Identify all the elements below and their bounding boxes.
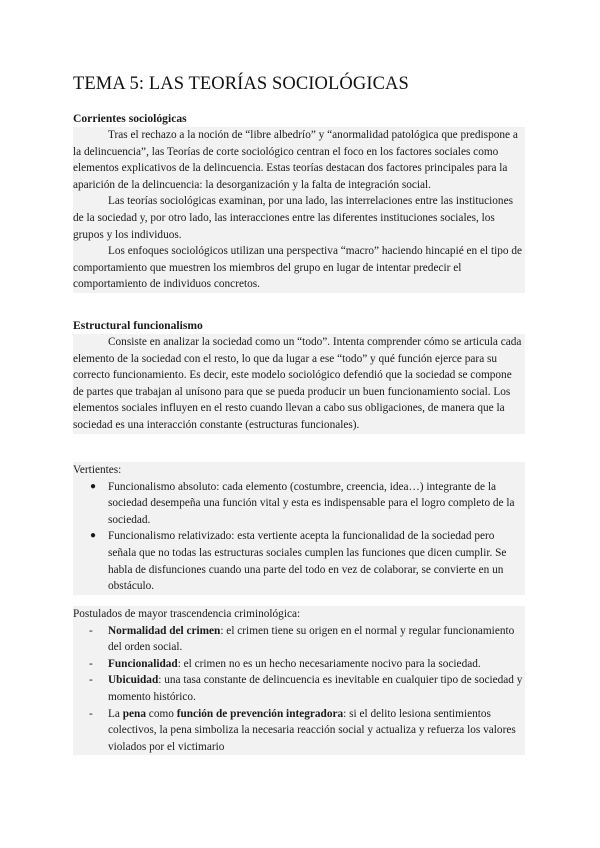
vertientes-label: Vertientes: <box>73 464 122 476</box>
list-item <box>73 672 525 705</box>
section-estructural-funcionalismo <box>73 318 525 434</box>
paragraph: Tras el rechazo a la noción de “libre albedrío” y “anormalidad patológica que predispone a la delincuencia”, las Teorías de corte sociológico centran el foco en los factores sociales como elementos explicativos de la delincuencia. Estas teorías destacan dos factores principales para la aparición de la delincuencia: la desorganización y la falta de integración social. <box>73 129 518 191</box>
section-heading: Estructural funcionalismo <box>73 319 203 332</box>
term: pena <box>122 707 146 720</box>
dash-marker: - <box>89 624 93 637</box>
page-title: TEMA 5: LAS TEORÍAS SOCIOLÓGICAS <box>73 74 409 94</box>
bullet-icon: ● <box>90 530 97 542</box>
term: función de prevención integradora <box>176 707 344 720</box>
dash-marker: - <box>89 674 93 687</box>
term: Ubicuidad <box>108 674 159 687</box>
list-item <box>73 623 525 656</box>
vertientes-block <box>73 462 525 595</box>
paragraph: Consiste en analizar la sociedad como un “todo”. Intenta comprender cómo se articula cada elemento de la sociedad con el resto, lo que da lugar a ese “todo” y qué función ejerce para su correcto funcionamiento. Es decir, este modelo sociológico defendió que la sociedad se compone de partes que trabajan al unísono para que se pueda producir un buen funcionamiento social. Los elementos sociales influyen en el resto cuando llevan a cabo sus obligaciones, de manera que la sociedad es una interacción constante (estructuras funcionales). <box>73 336 522 431</box>
section-heading: Corrientes sociológicas <box>73 112 187 125</box>
term: Funcionalidad <box>108 657 178 670</box>
definition: : una tasa constante de delincuencia es inevitable en cualquier tipo de sociedad y momento histórico. <box>108 674 523 703</box>
term: Normalidad del crimen <box>108 624 221 637</box>
prefix: La <box>108 707 123 720</box>
shaded-text-block <box>73 127 525 293</box>
postulados-list <box>73 623 525 756</box>
paragraph: Los enfoques sociológicos utilizan una perspectiva “macro” haciendo hincapié en el tipo de comportamiento que muestren los miembros del grupo en lugar de intentar predecir el comportamiento de individuos concretos. <box>73 245 523 291</box>
paragraph: Las teorías sociológicas examinan, por una lado, las interrelaciones entre las instituciones de la sociedad y, por otro lado, las interacciones entre las diferentes instituciones sociales, los grupos y los individuos. <box>73 195 513 241</box>
connector: como <box>145 707 177 720</box>
definition: : el crimen no es un hecho necesariamente nocivo para la sociedad. <box>177 657 481 670</box>
vertientes-list <box>73 479 525 595</box>
list-item-text: Funcionalismo absoluto: cada elemento (costumbre, creencia, idea…) integrante de la sociedad desempeña una función vital y esta es indispensable para el logro completo de la sociedad. <box>108 480 515 526</box>
dash-marker: - <box>89 707 93 720</box>
postulados-block <box>73 606 525 755</box>
list-item <box>73 528 525 594</box>
list-item <box>73 656 525 673</box>
bullet-icon: ● <box>90 480 97 492</box>
definition: : si el delito lesiona sentimientos colectivos, la pena simboliza la necesaria reacción social y actualiza y refuerza los valores violados por el victimario <box>108 707 516 753</box>
section-corrientes <box>73 111 525 293</box>
list-item-text: Funcionalismo relativizado: esta vertiente acepta la funcionalidad de la sociedad pero señala que no todas las estructuras sociales cumplen las funciones que dicen cumplir. Se habla de disfunciones cuando una parte del todo en vez de colaborar, se convierte en un obstáculo. <box>108 530 507 593</box>
postulados-label: Postulados de mayor trascendencia criminológica: <box>73 608 301 620</box>
list-item <box>73 479 525 529</box>
list-item <box>73 706 525 756</box>
shaded-text-block <box>73 334 525 434</box>
definition: : el crimen tiene su origen en el normal y regular funcionamiento del orden social. <box>108 624 515 654</box>
dash-marker: - <box>89 657 93 670</box>
